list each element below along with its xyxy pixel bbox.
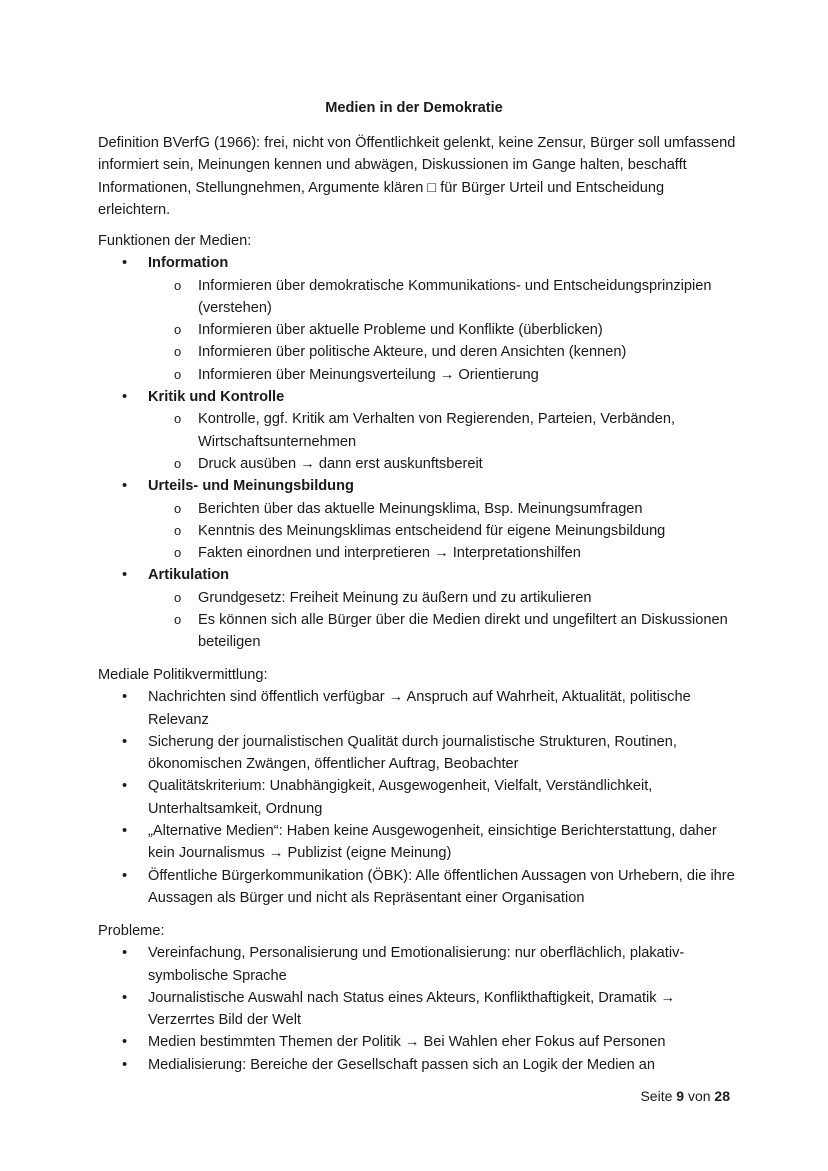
sub-list-item: o Kontrolle, ggf. Kritik am Verhalten von Regierenden, Parteien, Verbänden, Wirtschaftsunternehmen [98,408,738,453]
sub-list-item: o Druck ausüben → dann erst auskunftsbereit [98,453,738,475]
sub-list-item: o Berichten über das aktuelle Meinungsklima, Bsp. Meinungsumfragen [98,498,738,520]
section-funktionen [98,230,738,654]
section-heading: Mediale Politikvermittlung: [98,667,268,683]
list-item: • Journalistische Auswahl nach Status eines Akteurs, Konflikthaftigkeit, Dramatik → Verzerrtes Bild der Welt [98,987,738,1032]
footer-middle: von [687,1088,711,1104]
sub-list-item: o Fakten einordnen und interpretieren → Interpretationshilfen [98,542,738,564]
sub-list-item: o Informieren über aktuelle Probleme und Konflikte (überblicken) [98,319,738,341]
page-number-footer [0,1085,730,1107]
bullet-list [98,686,738,909]
sub-list-item: o Kenntnis des Meinungsklimas entscheidend für eigene Meinungsbildung [98,520,738,542]
sub-list-item: o Informieren über Meinungsverteilung → Orientierung [98,364,738,386]
list-item: • „Alternative Medien“: Haben keine Ausgewogenheit, einsichtige Berichterstattung, daher kein Journalismus → Publizist (eigne Meinung) [98,820,738,865]
list-item: • Medien bestimmten Themen der Politik → Bei Wahlen eher Fokus auf Personen [98,1031,738,1053]
sub-list-item: o Informieren über demokratische Kommunikations- und Entscheidungsprinzipien (verstehen) [98,275,738,320]
list-item: • Qualitätskriterium: Unabhängigkeit, Ausgewogenheit, Vielfalt, Verständlichkeit, Unterhaltsamkeit, Ordnung [98,775,738,820]
sub-list-item: o Es können sich alle Bürger über die Medien direkt und ungefiltert an Diskussionen beteiligen [98,609,738,654]
section-heading: Probleme: [98,923,165,939]
list-item: • Sicherung der journalistischen Qualität durch journalistische Strukturen, Routinen, ökonomischen Zwängen, öffentlicher Auftrag, Beobachter [98,731,738,776]
item-label: Urteils- und Meinungsbildung [148,478,354,495]
section-heading: Funktionen der Medien: [98,233,252,249]
sub-list [98,587,738,654]
list-item [98,564,738,653]
list-item: • Vereinfachung, Personalisierung und Emotionalisierung: nur oberflächlich, plakativ-symbolische Sprache [98,942,738,987]
footer-prefix: Seite [640,1088,673,1104]
total-page-count: 28 [714,1088,730,1104]
list-item [98,475,738,564]
item-label: Kritik und Kontrolle [148,389,285,406]
list-item [98,386,738,475]
sub-list-item: o Informieren über politische Akteure, und deren Ansichten (kennen) [98,341,738,363]
bullet-list [98,252,738,653]
list-item: • Medialisierung: Bereiche der Gesellschaft passen sich an Logik der Medien an [98,1054,738,1076]
sub-list [98,275,738,386]
sub-list [98,408,738,475]
definition-paragraph: Definition BVerfG (1966): frei, nicht von Öffentlichkeit gelenkt, keine Zensur, Bürger soll umfassend informiert sein, Meinungen kennen und abwägen, Diskussionen im Gange halten, beschafft Informationen, Stellungnehmen, Argumente klären □ für Bürger Urteil und Entscheidung erleichtern. [98,135,736,218]
section-politikvermittlung [98,664,738,909]
current-page-number: 9 [676,1088,685,1104]
list-item: • Nachrichten sind öffentlich verfügbar → Anspruch auf Wahrheit, Aktualität, politische Relevanz [98,686,738,731]
list-item [98,252,738,386]
item-label: Artikulation [148,567,230,584]
item-label: Information [148,255,229,272]
page-title: Medien in der Demokratie [325,100,503,116]
sub-list [98,498,738,565]
bullet-list [98,942,738,1076]
section-probleme [98,920,738,1076]
list-item: • Öffentliche Bürgerkommunikation (ÖBK): Alle öffentlichen Aussagen von Urhebern, die ihre Aussagen als Bürger und nicht als Repräsentant einer Organisation [98,865,738,910]
sub-list-item: o Grundgesetz: Freiheit Meinung zu äußern und zu artikulieren [98,587,738,609]
